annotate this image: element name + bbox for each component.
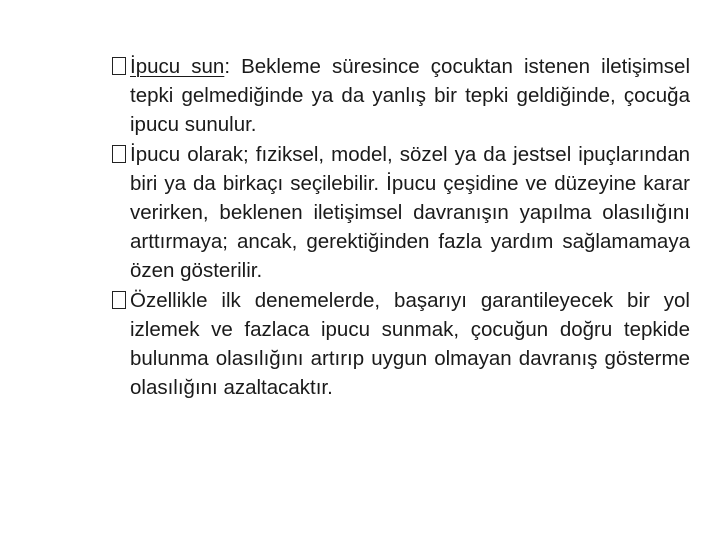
bullet-item-first-trials bbox=[112, 286, 690, 403]
bullet-item-prompt-types bbox=[112, 140, 690, 286]
bullet-box-icon bbox=[112, 291, 126, 309]
bullet-box-icon bbox=[112, 145, 126, 163]
bullet-lead-term: İpucu sun bbox=[130, 55, 225, 78]
bullet-list bbox=[112, 52, 690, 402]
bullet-item-prompt bbox=[112, 52, 690, 140]
bullet-box-icon bbox=[112, 57, 126, 75]
bullet-text: İpucu olarak; fıziksel, model, sözel ya da jestsel ipuçlarından biri ya da birkaçı seçilebilir. İpucu çeşidine ve düzeyine karar verirken, beklenen iletişimsel davranışın yapılma olasılığını arttırmaya; ancak, gerektiğinden fazla yardım sağlamamaya özen gösterilir. bbox=[130, 142, 690, 283]
bullet-text: Özellikle ilk denemelerde, başarıyı garantileyecek bir yol izlemek ve fazlaca ipucu sunmak, çocuğun doğru tepkide bulunma olasılığını artırıp uygun olmayan davranış gösterme olasılığını azaltacaktır. bbox=[130, 288, 690, 400]
bullet-text: : Bekleme süresince çocuktan istenen iletişimsel tepki gelmediğinde ya da yanlış bir tepki geldiğinde, çocuğa ipucu sunulur. bbox=[130, 55, 690, 137]
